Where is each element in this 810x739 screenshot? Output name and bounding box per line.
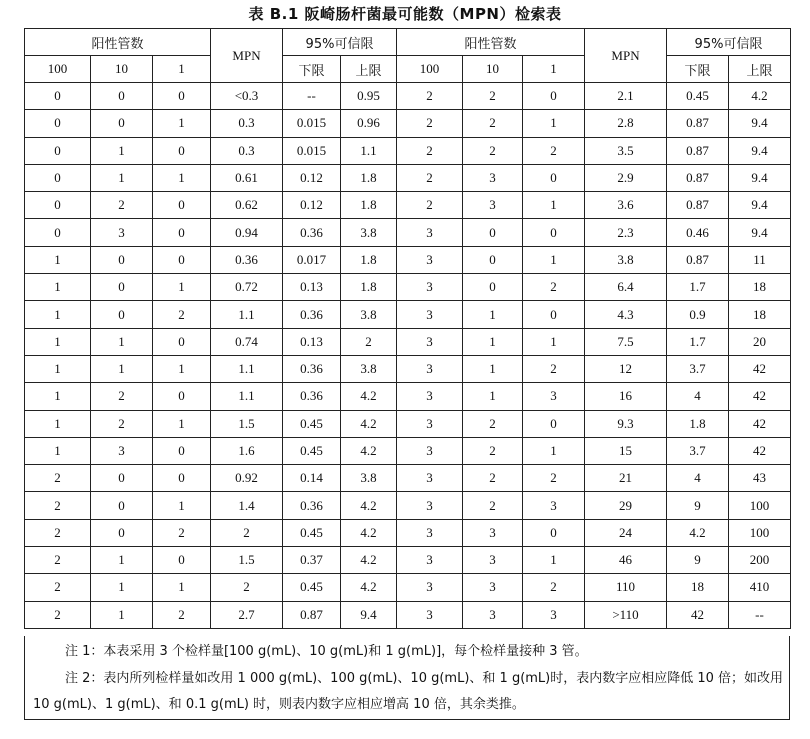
table-cell: 1 bbox=[463, 355, 523, 382]
positive-tubes-header-right: 阳性管数 bbox=[397, 29, 585, 56]
table-cell: 42 bbox=[667, 601, 729, 628]
table-row bbox=[25, 219, 791, 246]
table-cell: 0 bbox=[523, 83, 585, 110]
table-cell: 2 bbox=[523, 355, 585, 382]
table-cell: 42 bbox=[729, 383, 791, 410]
table-cell: 0.45 bbox=[283, 410, 341, 437]
table-cell: 0 bbox=[91, 519, 153, 546]
table-row bbox=[25, 164, 791, 191]
table-cell: 1 bbox=[463, 383, 523, 410]
table-cell: 0 bbox=[523, 219, 585, 246]
note-1: 注 1：本表采用 3 个检样量[100 g(mL)、10 g(mL)和 1 g(mL)]，每个检样量接种 3 管。 bbox=[65, 644, 588, 659]
table-cell: 0.017 bbox=[283, 246, 341, 273]
table-cell: 1.4 bbox=[211, 492, 283, 519]
table-cell: 0.96 bbox=[341, 110, 397, 137]
table-cell: 1.8 bbox=[341, 164, 397, 191]
mpn-header-right: MPN bbox=[585, 29, 667, 83]
table-cell: 0 bbox=[153, 83, 211, 110]
table-cell: 0.62 bbox=[211, 192, 283, 219]
table-cell: 2 bbox=[25, 519, 91, 546]
table-cell: 1 bbox=[91, 164, 153, 191]
table-cell: 2.7 bbox=[211, 601, 283, 628]
table-cell: 0.87 bbox=[667, 110, 729, 137]
table-cell: 0.45 bbox=[283, 437, 341, 464]
table-cell: 2 bbox=[397, 110, 463, 137]
table-cell: >110 bbox=[585, 601, 667, 628]
table-cell: 46 bbox=[585, 547, 667, 574]
table-cell: 4 bbox=[667, 383, 729, 410]
table-cell: 0.36 bbox=[283, 219, 341, 246]
table-cell: 100 bbox=[729, 519, 791, 546]
col-100-header: 100 bbox=[25, 56, 91, 83]
table-cell: 200 bbox=[729, 547, 791, 574]
table-cell: 1 bbox=[91, 547, 153, 574]
table-cell: 0.015 bbox=[283, 110, 341, 137]
table-cell: 3.8 bbox=[341, 219, 397, 246]
table-cell: 0 bbox=[153, 437, 211, 464]
table-cell: 0 bbox=[153, 383, 211, 410]
table-cell: 1 bbox=[523, 547, 585, 574]
table-cell: 0 bbox=[25, 219, 91, 246]
table-cell: 0.45 bbox=[667, 83, 729, 110]
table-cell: 1 bbox=[153, 110, 211, 137]
table-cell: 3.6 bbox=[585, 192, 667, 219]
table-cell: 0.87 bbox=[667, 164, 729, 191]
table-cell: 0.3 bbox=[211, 137, 283, 164]
table-cell: 0 bbox=[91, 246, 153, 273]
table-cell: 3 bbox=[397, 383, 463, 410]
table-title: 表 B.1 阪崎肠杆菌最可能数（MPN）检索表 bbox=[248, 5, 562, 23]
table-cell: 0.12 bbox=[283, 164, 341, 191]
notes-box bbox=[24, 636, 790, 720]
table-cell: 2 bbox=[341, 328, 397, 355]
table-cell: 42 bbox=[729, 437, 791, 464]
table-cell: 9.4 bbox=[729, 137, 791, 164]
table-cell: 2 bbox=[25, 601, 91, 628]
table-cell: 1.7 bbox=[667, 328, 729, 355]
table-cell: 0.3 bbox=[211, 110, 283, 137]
table-cell: 0 bbox=[523, 519, 585, 546]
table-cell: 3 bbox=[397, 301, 463, 328]
table-cell: 410 bbox=[729, 574, 791, 601]
table-cell: 0.36 bbox=[283, 383, 341, 410]
table-cell: 2 bbox=[25, 574, 91, 601]
table-cell: 0.36 bbox=[211, 246, 283, 273]
table-cell: 1 bbox=[25, 274, 91, 301]
table-cell: 1 bbox=[25, 437, 91, 464]
table-cell: 0.74 bbox=[211, 328, 283, 355]
table-cell: 3 bbox=[91, 437, 153, 464]
table-cell: -- bbox=[283, 83, 341, 110]
positive-tubes-header: 阳性管数 bbox=[25, 29, 211, 56]
table-cell: 1 bbox=[91, 328, 153, 355]
table-cell: 0 bbox=[25, 164, 91, 191]
table-cell: 1 bbox=[91, 574, 153, 601]
table-row bbox=[25, 274, 791, 301]
table-cell: 1.8 bbox=[341, 246, 397, 273]
header-row-1 bbox=[25, 29, 791, 56]
table-cell: 2 bbox=[397, 192, 463, 219]
table-cell: 0 bbox=[91, 274, 153, 301]
table-cell: 2 bbox=[153, 519, 211, 546]
table-cell: 0.61 bbox=[211, 164, 283, 191]
table-row bbox=[25, 246, 791, 273]
table-cell: 1 bbox=[523, 437, 585, 464]
table-cell: 3.8 bbox=[341, 355, 397, 382]
table-cell: 2 bbox=[25, 465, 91, 492]
table-cell: 3.7 bbox=[667, 355, 729, 382]
table-cell: 2 bbox=[91, 410, 153, 437]
table-cell: 24 bbox=[585, 519, 667, 546]
lower-limit-header-right: 下限 bbox=[667, 56, 729, 83]
table-cell: 0 bbox=[463, 246, 523, 273]
table-cell: 1 bbox=[25, 410, 91, 437]
table-cell: 1 bbox=[463, 328, 523, 355]
table-cell: 0.36 bbox=[283, 301, 341, 328]
table-cell: 2 bbox=[25, 547, 91, 574]
table-cell: 2 bbox=[211, 519, 283, 546]
table-cell: 42 bbox=[729, 355, 791, 382]
table-cell: 3 bbox=[463, 547, 523, 574]
table-cell: 9.4 bbox=[729, 110, 791, 137]
table-cell: 42 bbox=[729, 410, 791, 437]
table-cell: 1.1 bbox=[211, 383, 283, 410]
table-cell: 1 bbox=[25, 355, 91, 382]
table-cell: 3.8 bbox=[341, 301, 397, 328]
col-1-header-right: 1 bbox=[523, 56, 585, 83]
table-cell: 3.8 bbox=[341, 465, 397, 492]
table-cell: 4.2 bbox=[341, 383, 397, 410]
upper-limit-header: 上限 bbox=[341, 56, 397, 83]
table-cell: 0 bbox=[91, 465, 153, 492]
table-cell: 0 bbox=[91, 492, 153, 519]
table-cell: 2 bbox=[463, 137, 523, 164]
table-row bbox=[25, 83, 791, 110]
table-cell: 0 bbox=[25, 110, 91, 137]
table-cell: 4.2 bbox=[341, 519, 397, 546]
table-cell: 2.3 bbox=[585, 219, 667, 246]
table-cell: 1 bbox=[25, 383, 91, 410]
col-100-header-right: 100 bbox=[397, 56, 463, 83]
table-cell: 18 bbox=[667, 574, 729, 601]
table-cell: 2 bbox=[25, 492, 91, 519]
table-cell: 3 bbox=[397, 601, 463, 628]
upper-limit-header-right: 上限 bbox=[729, 56, 791, 83]
ci-header: 95%可信限 bbox=[283, 29, 397, 56]
table-cell: 1.1 bbox=[341, 137, 397, 164]
table-cell: 3 bbox=[397, 328, 463, 355]
table-cell: 2 bbox=[463, 410, 523, 437]
table-cell: 2 bbox=[523, 574, 585, 601]
table-cell: 1 bbox=[523, 328, 585, 355]
table-row bbox=[25, 192, 791, 219]
table-cell: 0.9 bbox=[667, 301, 729, 328]
table-cell: 1 bbox=[153, 164, 211, 191]
table-cell: 3 bbox=[397, 274, 463, 301]
table-cell: 1 bbox=[25, 246, 91, 273]
table-cell: 1 bbox=[25, 301, 91, 328]
table-cell: 7.5 bbox=[585, 328, 667, 355]
table-cell: 1.8 bbox=[341, 192, 397, 219]
table-cell: 4.3 bbox=[585, 301, 667, 328]
table-cell: 0.87 bbox=[667, 137, 729, 164]
table-cell: 4.2 bbox=[341, 437, 397, 464]
table-cell: 3.5 bbox=[585, 137, 667, 164]
table-cell: 0 bbox=[153, 328, 211, 355]
table-cell: 0.36 bbox=[283, 355, 341, 382]
table-cell: 0.13 bbox=[283, 328, 341, 355]
table-cell: 0.36 bbox=[283, 492, 341, 519]
table-cell: 3 bbox=[91, 219, 153, 246]
table-cell: 1 bbox=[153, 574, 211, 601]
table-cell: 0.14 bbox=[283, 465, 341, 492]
table-cell: 1.8 bbox=[667, 410, 729, 437]
table-cell: 3.7 bbox=[667, 437, 729, 464]
table-cell: 1 bbox=[91, 355, 153, 382]
table-cell: 9.4 bbox=[729, 192, 791, 219]
table-cell: 0.46 bbox=[667, 219, 729, 246]
table-cell: 43 bbox=[729, 465, 791, 492]
table-cell: 2.9 bbox=[585, 164, 667, 191]
table-cell: 0 bbox=[153, 246, 211, 273]
table-cell: 0 bbox=[153, 465, 211, 492]
table-cell: 0 bbox=[91, 83, 153, 110]
table-cell: 18 bbox=[729, 274, 791, 301]
table-cell: 4.2 bbox=[341, 574, 397, 601]
table-cell: 9.4 bbox=[729, 219, 791, 246]
mpn-header: MPN bbox=[211, 29, 283, 83]
table-cell: 16 bbox=[585, 383, 667, 410]
table-cell: 0 bbox=[153, 192, 211, 219]
table-cell: 3 bbox=[523, 492, 585, 519]
table-cell: 1 bbox=[153, 410, 211, 437]
table-cell: 21 bbox=[585, 465, 667, 492]
table-cell: 3 bbox=[523, 383, 585, 410]
table-cell: 1.1 bbox=[211, 301, 283, 328]
table-row bbox=[25, 465, 791, 492]
table-cell: 1 bbox=[153, 355, 211, 382]
table-cell: 3 bbox=[397, 547, 463, 574]
col-10-header-right: 10 bbox=[463, 56, 523, 83]
table-row bbox=[25, 355, 791, 382]
table-cell: 2 bbox=[463, 110, 523, 137]
table-cell: 0.45 bbox=[283, 519, 341, 546]
table-cell: 2.8 bbox=[585, 110, 667, 137]
table-cell: 0 bbox=[463, 219, 523, 246]
table-cell: 4.2 bbox=[729, 83, 791, 110]
table-cell: 3 bbox=[397, 492, 463, 519]
table-cell: 0 bbox=[523, 301, 585, 328]
table-cell: 9.4 bbox=[729, 164, 791, 191]
table-cell: 2 bbox=[91, 192, 153, 219]
table-cell: 18 bbox=[729, 301, 791, 328]
table-cell: 0 bbox=[25, 137, 91, 164]
table-cell: 20 bbox=[729, 328, 791, 355]
table-cell: 9.4 bbox=[341, 601, 397, 628]
table-cell: 2 bbox=[463, 465, 523, 492]
table-cell: 0.015 bbox=[283, 137, 341, 164]
table-cell: 3 bbox=[397, 246, 463, 273]
table-cell: 12 bbox=[585, 355, 667, 382]
table-cell: 3 bbox=[463, 601, 523, 628]
table-cell: 29 bbox=[585, 492, 667, 519]
table-cell: 1.5 bbox=[211, 410, 283, 437]
table-cell: 0 bbox=[523, 410, 585, 437]
table-cell: 4.2 bbox=[341, 492, 397, 519]
table-row bbox=[25, 410, 791, 437]
table-cell: 2 bbox=[523, 465, 585, 492]
table-cell: 0 bbox=[91, 301, 153, 328]
table-cell: 0.45 bbox=[283, 574, 341, 601]
table-cell: 2 bbox=[153, 601, 211, 628]
table-row bbox=[25, 492, 791, 519]
table-cell: 2 bbox=[523, 274, 585, 301]
table-cell: 3 bbox=[397, 219, 463, 246]
table-cell: 9 bbox=[667, 547, 729, 574]
table-cell: 1 bbox=[153, 492, 211, 519]
table-row bbox=[25, 574, 791, 601]
table-cell: 3 bbox=[397, 574, 463, 601]
table-cell: 1 bbox=[523, 246, 585, 273]
col-10-header: 10 bbox=[91, 56, 153, 83]
table-cell: 1 bbox=[25, 328, 91, 355]
table-cell: 2.1 bbox=[585, 83, 667, 110]
table-cell: 0.87 bbox=[283, 601, 341, 628]
table-cell: 3 bbox=[397, 355, 463, 382]
table-cell: 3 bbox=[397, 437, 463, 464]
table-cell: 2 bbox=[463, 437, 523, 464]
table-cell: 0 bbox=[463, 274, 523, 301]
table-cell: 1.6 bbox=[211, 437, 283, 464]
table-cell: 0 bbox=[153, 547, 211, 574]
table-cell: 0.87 bbox=[667, 246, 729, 273]
table-cell: 6.4 bbox=[585, 274, 667, 301]
table-cell: 0.12 bbox=[283, 192, 341, 219]
table-cell: 11 bbox=[729, 246, 791, 273]
table-row bbox=[25, 301, 791, 328]
table-cell: 0.37 bbox=[283, 547, 341, 574]
table-cell: 0 bbox=[25, 83, 91, 110]
table-cell: 1.8 bbox=[341, 274, 397, 301]
table-row bbox=[25, 547, 791, 574]
table-cell: 1 bbox=[91, 601, 153, 628]
table-cell: 4.2 bbox=[341, 410, 397, 437]
table-cell: 4.2 bbox=[341, 547, 397, 574]
table-cell: 1 bbox=[463, 301, 523, 328]
table-cell: <0.3 bbox=[211, 83, 283, 110]
table-row bbox=[25, 137, 791, 164]
table-cell: 15 bbox=[585, 437, 667, 464]
table-cell: 0 bbox=[91, 110, 153, 137]
table-row bbox=[25, 519, 791, 546]
table-cell: 9.3 bbox=[585, 410, 667, 437]
table-cell: 100 bbox=[729, 492, 791, 519]
table-body bbox=[25, 83, 791, 629]
table-cell: 110 bbox=[585, 574, 667, 601]
lower-limit-header: 下限 bbox=[283, 56, 341, 83]
table-cell: 2 bbox=[523, 137, 585, 164]
table-cell: 0.87 bbox=[667, 192, 729, 219]
table-cell: 3 bbox=[397, 410, 463, 437]
table-cell: 9 bbox=[667, 492, 729, 519]
table-row bbox=[25, 110, 791, 137]
table-cell: 0.13 bbox=[283, 274, 341, 301]
table-cell: 0 bbox=[523, 164, 585, 191]
table-cell: 0.72 bbox=[211, 274, 283, 301]
table-cell: 3 bbox=[463, 192, 523, 219]
table-cell: 2 bbox=[91, 383, 153, 410]
mpn-table bbox=[24, 28, 791, 629]
table-cell: -- bbox=[729, 601, 791, 628]
table-cell: 0 bbox=[25, 192, 91, 219]
table-cell: 3 bbox=[463, 164, 523, 191]
table-cell: 1 bbox=[91, 137, 153, 164]
header-row-2 bbox=[25, 56, 791, 83]
table-cell: 0.92 bbox=[211, 465, 283, 492]
table-cell: 2 bbox=[397, 137, 463, 164]
table-cell: 2 bbox=[463, 492, 523, 519]
table-cell: 2 bbox=[397, 164, 463, 191]
table-cell: 2 bbox=[211, 574, 283, 601]
table-cell: 4.2 bbox=[667, 519, 729, 546]
table-cell: 4 bbox=[667, 465, 729, 492]
table-cell: 3.8 bbox=[585, 246, 667, 273]
table-row bbox=[25, 383, 791, 410]
table-row bbox=[25, 437, 791, 464]
table-cell: 1 bbox=[523, 192, 585, 219]
table-cell: 3 bbox=[523, 601, 585, 628]
table-cell: 2 bbox=[153, 301, 211, 328]
table-row bbox=[25, 601, 791, 628]
table-cell: 1.7 bbox=[667, 274, 729, 301]
table-row bbox=[25, 328, 791, 355]
col-1-header: 1 bbox=[153, 56, 211, 83]
ci-header-right: 95%可信限 bbox=[667, 29, 791, 56]
table-cell: 0.95 bbox=[341, 83, 397, 110]
table-cell: 3 bbox=[397, 519, 463, 546]
table-cell: 0 bbox=[153, 137, 211, 164]
table-cell: 0.94 bbox=[211, 219, 283, 246]
table-cell: 0 bbox=[153, 219, 211, 246]
table-cell: 1 bbox=[153, 274, 211, 301]
table-cell: 3 bbox=[463, 519, 523, 546]
table-cell: 3 bbox=[463, 574, 523, 601]
table-cell: 3 bbox=[397, 465, 463, 492]
note-2-line-2: 10 g(mL)、1 g(mL)、和 0.1 g(mL) 时，则表内数字应相应增高 10 倍，其余类推。 bbox=[33, 697, 525, 712]
table-cell: 1.1 bbox=[211, 355, 283, 382]
table-cell: 1 bbox=[523, 110, 585, 137]
table-cell: 2 bbox=[397, 83, 463, 110]
table-cell: 2 bbox=[463, 83, 523, 110]
table-cell: 1.5 bbox=[211, 547, 283, 574]
note-2-line-1: 注 2：表内所列检样量如改用 1 000 g(mL)、100 g(mL)、10 g(mL)、和 1 g(mL)时，表内数字应相应降低 10 倍；如改用 bbox=[65, 671, 784, 686]
